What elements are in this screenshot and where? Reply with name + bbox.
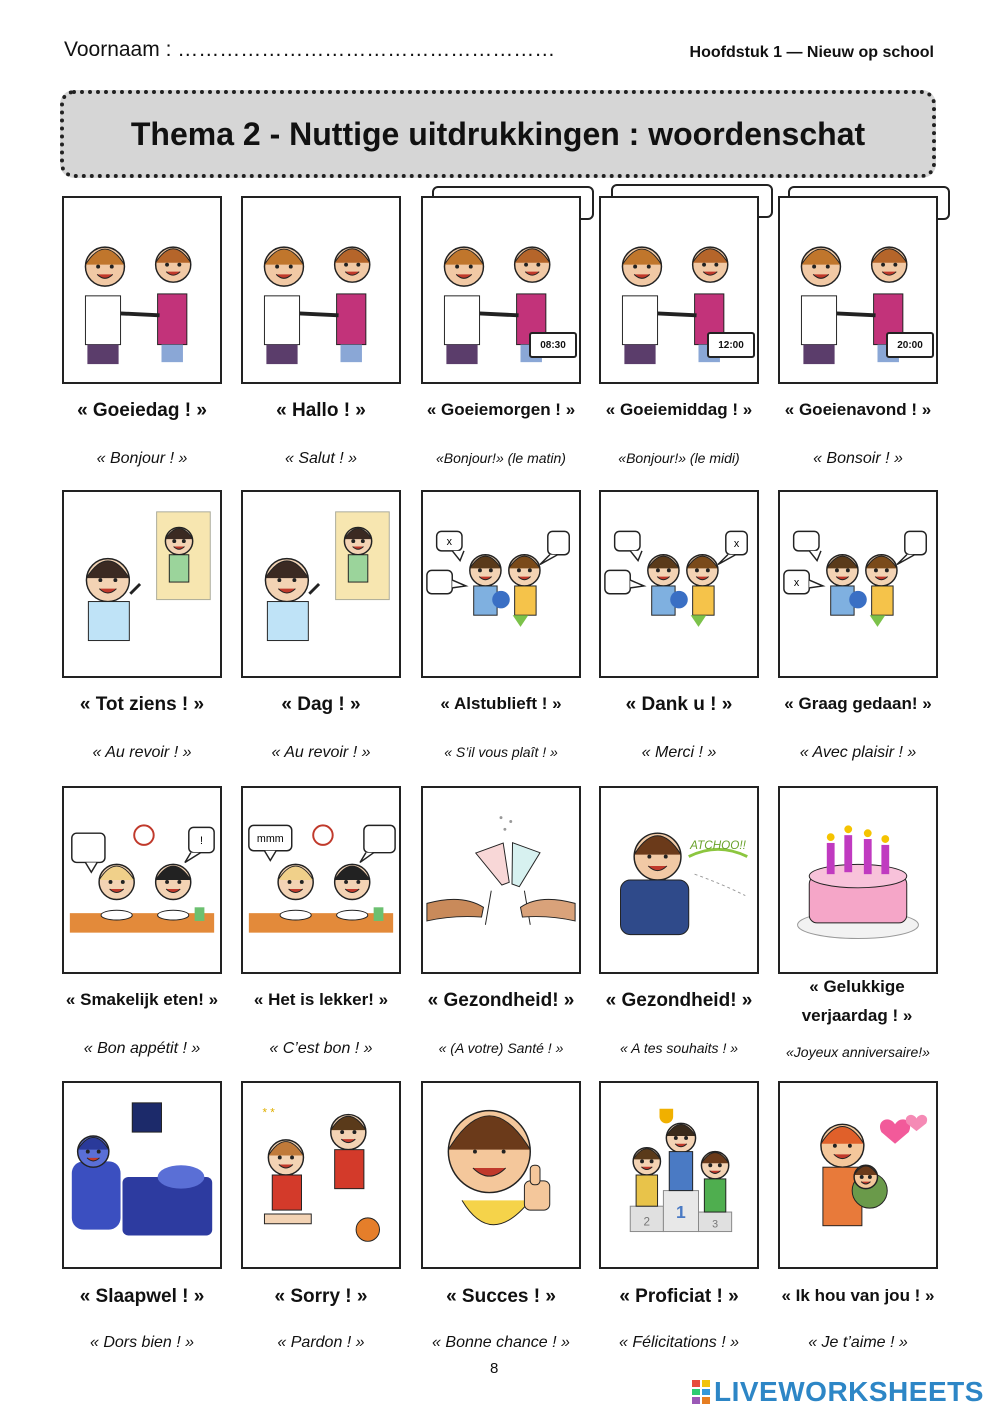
french-translation: « Dors bien ! » <box>89 1334 195 1351</box>
goodbye-illustration <box>241 490 401 678</box>
french-translation: « Avec plaisir ! » <box>799 744 917 761</box>
gift-illustration <box>421 490 581 678</box>
clock-icon: 08:30 <box>529 332 577 358</box>
french-translation: « Bonne chance ! » <box>432 1334 570 1351</box>
svg-text:2: 2 <box>643 1215 651 1229</box>
svg-text:3: 3 <box>712 1218 719 1231</box>
page-title: Thema 2 - Nuttige uitdrukkingen : woordenschat <box>130 115 866 152</box>
dutch-expression: « Succes ! » <box>446 1286 556 1307</box>
svg-text:ATCHOO!!: ATCHOO!! <box>690 838 746 852</box>
french-translation: «Bonjour!» (le midi) <box>618 450 740 466</box>
gift-illustration <box>778 490 938 678</box>
french-translation: « Au revoir ! » <box>271 744 371 761</box>
title-box <box>60 90 936 178</box>
french-translation: «Bonjour!» (le matin) <box>436 450 566 466</box>
dutch-expression: « Het is lekker! » <box>253 990 389 1009</box>
french-translation: « Merci ! » <box>641 744 717 761</box>
dutch-expression: « Dank u ! » <box>625 694 733 715</box>
french-translation: « Je t’aime ! » <box>808 1334 908 1351</box>
brand-logo-icon <box>692 1380 710 1404</box>
voornaam-field: Voornaam : ……………………………………………… <box>64 38 556 61</box>
sneeze-illustration <box>599 786 759 974</box>
french-translation: « C’est bon ! » <box>269 1040 373 1057</box>
svg-text:* *: * * <box>262 1106 275 1120</box>
dutch-expression: « Slaapwel ! » <box>79 1286 205 1307</box>
clock-icon: 12:00 <box>707 332 755 358</box>
dutch-expression: « Proficiat ! » <box>619 1286 739 1307</box>
clock-icon: 20:00 <box>886 332 934 358</box>
thumbs-up-illustration <box>421 1081 581 1269</box>
sleep-illustration <box>62 1081 222 1269</box>
love-illustration <box>778 1081 938 1269</box>
cake-illustration <box>778 786 938 974</box>
french-translation: « Bonjour ! » <box>96 450 188 467</box>
dutch-expression: « Goeiemorgen ! » <box>426 400 576 419</box>
dutch-expression: « Tot ziens ! » <box>79 694 205 715</box>
toast-illustration <box>421 786 581 974</box>
french-translation: « Salut ! » <box>284 450 358 467</box>
handshake-illustration <box>62 196 222 384</box>
dutch-expression: « Gezondheid! » <box>427 990 575 1011</box>
handshake-illustration <box>241 196 401 384</box>
dutch-expression: « Goeiemiddag ! » <box>605 400 753 419</box>
dutch-expression: « Sorry ! » <box>274 1286 368 1307</box>
french-translation: « Au revoir ! » <box>92 744 192 761</box>
french-translation: « Pardon ! » <box>277 1334 365 1351</box>
page-number: 8 <box>490 1360 499 1377</box>
dutch-expression: « Goeienavond ! » <box>784 400 932 419</box>
french-translation: « S’il vous plaît ! » <box>444 744 558 760</box>
svg-text:!: ! <box>199 834 203 847</box>
svg-text:x: x <box>446 536 453 548</box>
french-translation: « (A votre) Santé ! » <box>438 1040 564 1056</box>
french-translation: «Joyeux anniversaire!» <box>786 1044 930 1060</box>
svg-text:x: x <box>793 576 800 589</box>
dutch-expression: « Gezondheid! » <box>605 990 753 1011</box>
svg-text:x: x <box>733 537 740 550</box>
svg-text:mmm: mmm <box>256 832 284 845</box>
dutch-expression: « Dag ! » <box>281 694 361 715</box>
french-translation: « Bon appétit ! » <box>83 1040 201 1057</box>
dutch-expression: « Alstublieft ! » <box>440 694 562 713</box>
brand-text: LIVEWORKSHEETS <box>714 1376 984 1407</box>
eating-illustration <box>241 786 401 974</box>
goodbye-illustration <box>62 490 222 678</box>
dutch-expression: « Smakelijk eten! » <box>65 990 219 1009</box>
french-translation: « Félicitations ! » <box>618 1334 740 1351</box>
dutch-expression: « Goeiedag ! » <box>77 400 207 421</box>
dutch-expression: « Graag gedaan! » <box>784 694 932 713</box>
dutch-expression: « Ik hou van jou ! » <box>781 1286 935 1305</box>
podium-illustration <box>599 1081 759 1269</box>
chapter-label: Hoofdstuk 1 — Nieuw op school <box>689 44 934 61</box>
dutch-expression: « Hallo ! » <box>276 400 366 421</box>
brand-watermark <box>692 1376 984 1408</box>
eating-illustration <box>62 786 222 974</box>
svg-text:1: 1 <box>676 1201 686 1222</box>
french-translation: « Bonsoir ! » <box>813 450 903 467</box>
gift-illustration <box>599 490 759 678</box>
dutch-expression: « Gelukkige verjaardag ! » <box>801 977 913 1025</box>
sorry-illustration <box>241 1081 401 1269</box>
french-translation: « A tes souhaits ! » <box>619 1040 739 1056</box>
